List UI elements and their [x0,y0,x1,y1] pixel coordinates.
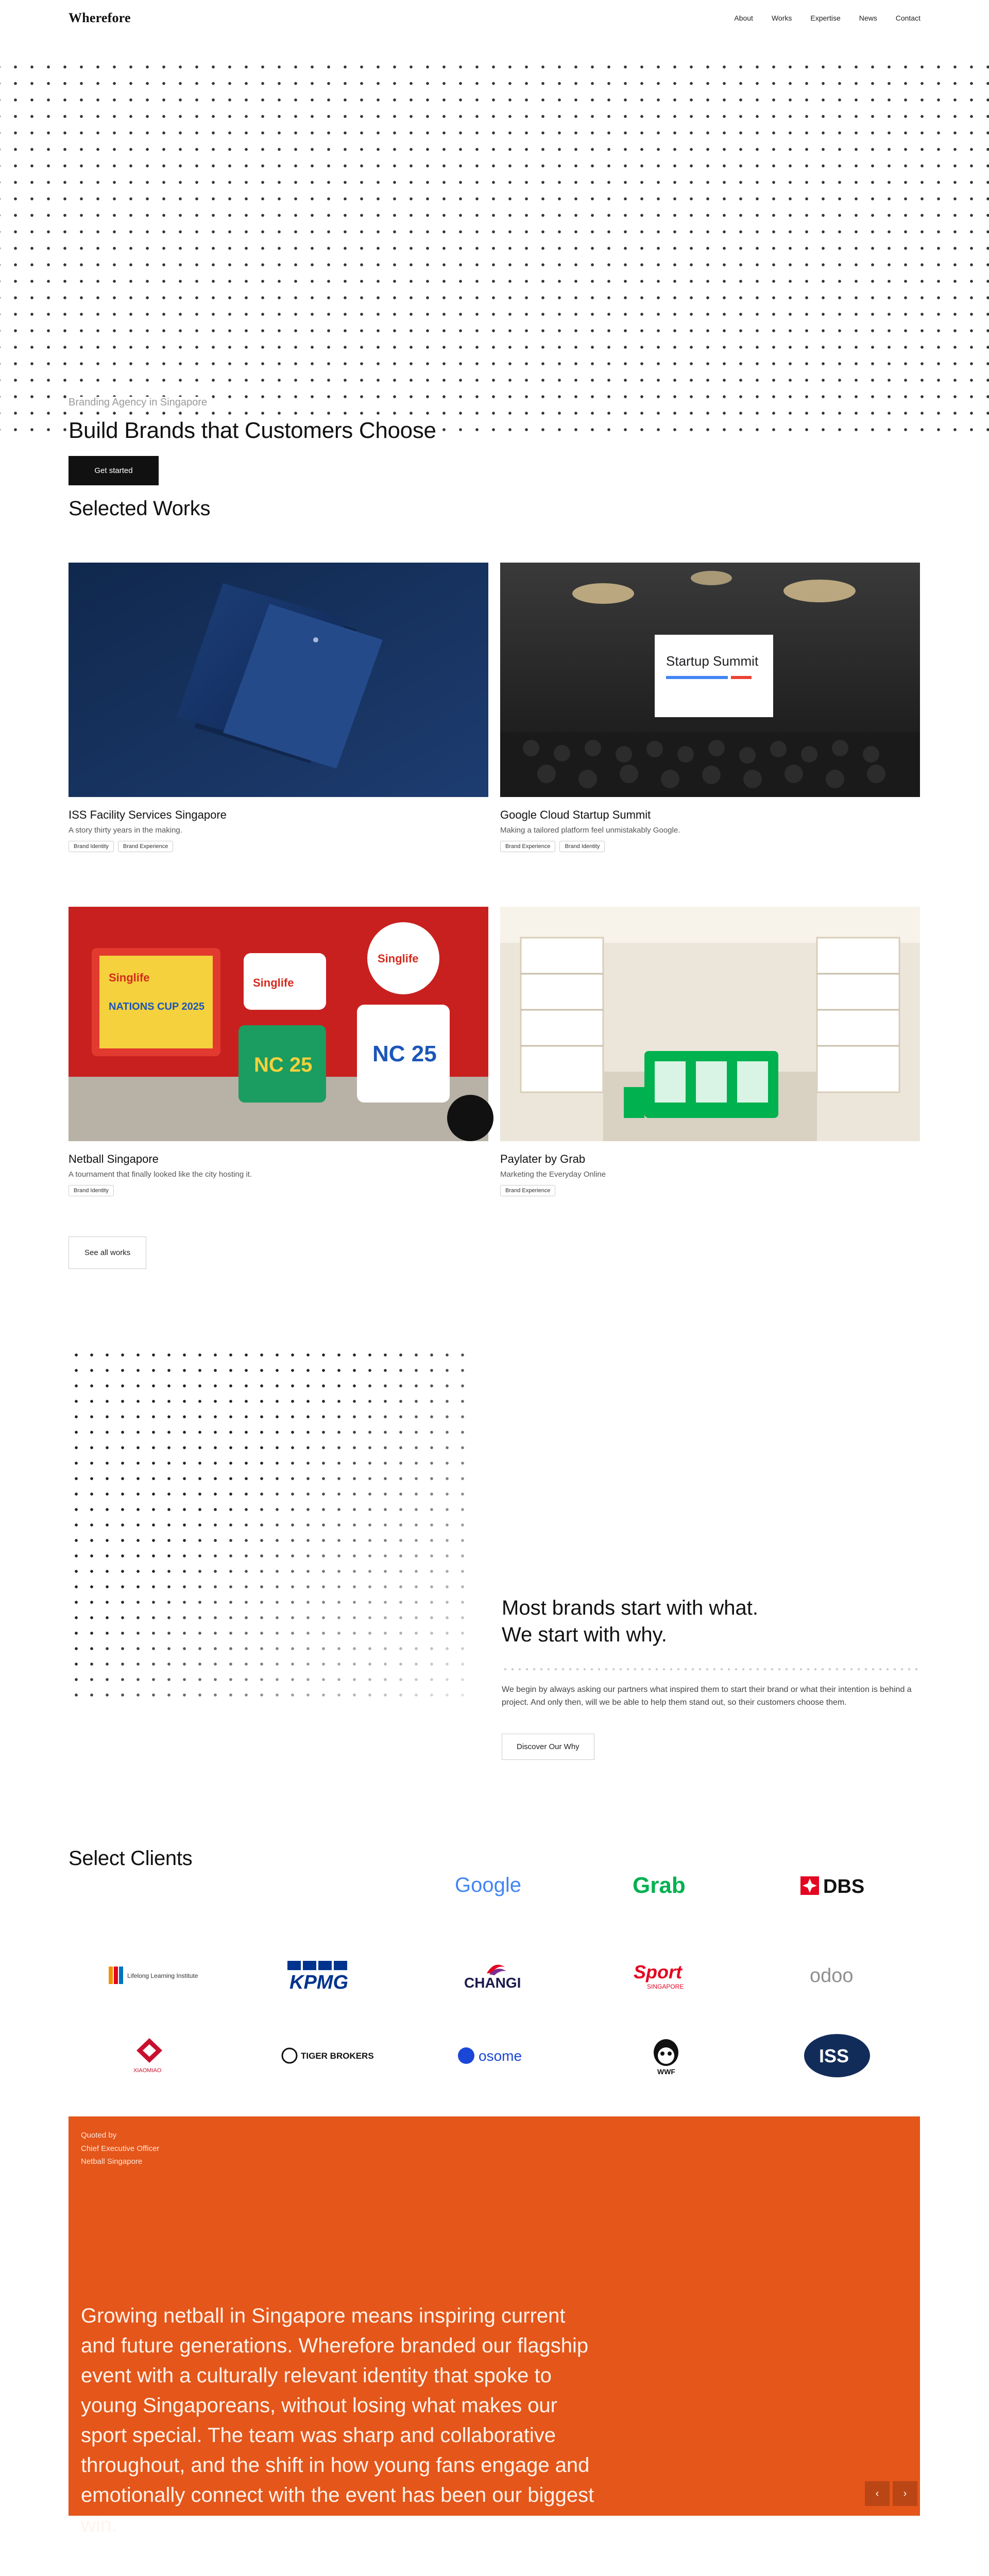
hero-text [69,397,442,485]
nc-badge-text: NC 25 [254,1054,313,1076]
work-desc: A tournament that finally looked like the city hosting it. [69,1170,252,1179]
work-image-google[interactable] [500,563,920,797]
work-desc: Marketing the Everyday Online [500,1170,606,1179]
iss-logo-text: ISS [819,2045,849,2066]
work-image-netball[interactable] [69,907,488,1141]
nav-link-works[interactable]: Works [771,14,792,22]
client-logo-changi [451,1953,538,1999]
work-card-netball[interactable] [69,907,488,1196]
work-tag: Brand Identity [69,841,114,852]
client-logo-xiaomiao [106,2032,193,2079]
singlife-badge-text: Singlife [109,971,150,984]
testimonial-quoted-by: Quoted by [81,2131,117,2140]
client-logo-odoo [793,1953,881,1999]
logo[interactable]: Wherefore [69,10,131,25]
top-nav [0,0,989,36]
work-desc: Making a tailored platform feel unmistakably Google. [500,826,680,835]
work-tag: Brand Identity [69,1185,114,1196]
testimonial-role: Chief Executive Officer [81,2144,160,2153]
chevron-right-icon: › [903,2487,907,2499]
work-card-iss[interactable] [69,563,488,852]
testimonial-org: Netball Singapore [81,2157,143,2166]
tiger-logo-text: TIGER BROKERS [301,2051,374,2061]
why-body: We begin by always asking our partners what inspired them to start their brand or what their intention is behind a project. And only then, will we be able to help them stand out, so their customers choose them. [502,1685,912,1707]
testimonial-quote: Growing netball in Singapore means inspiring current and future generations. Wherefore branded our flagship event with a culturally relevant identity that spoke to young Singaporeans, without losing what makes our sport special. The team was sharp and collaborative throughout, and the shift in how young fans engage and emotionally connect with the event has been our biggest win. [81,2304,594,2536]
wwf-logo-text: WWF [657,2067,675,2076]
see-all-works-button[interactable]: See all works [69,1236,146,1269]
client-logo-lifelong [106,1953,198,1999]
work-tag: Brand Experience [500,841,555,852]
work-card-grab[interactable] [500,907,920,1196]
dbs-logo-text: DBS [823,1876,865,1897]
client-logo-dbs [793,1862,881,1909]
chevron-left-icon: ‹ [875,2487,879,2499]
testimonial-next-button[interactable] [893,2481,917,2506]
hero-get-started-button[interactable]: Get started [69,456,159,485]
work-tag: Brand Experience [500,1185,555,1196]
nav-link-news[interactable]: News [859,14,877,22]
select-clients-heading: Select Clients [69,1847,193,1870]
xiaomiao-logo-text: XIAOMIAO [133,2067,162,2074]
changi-logo-text: CHANGI [464,1975,521,1991]
nav-link-about[interactable]: About [734,14,753,22]
why-title [502,1595,758,1648]
client-logo-google [451,1862,538,1909]
work-image-grab[interactable] [500,907,920,1141]
client-logo-tiger [278,2032,374,2079]
hero-subtitle: Branding Agency in Singapore [69,397,212,409]
client-logo-wwf [622,2032,710,2079]
odoo-logo-text: odoo [810,1965,854,1987]
sport-logo-subtext: SINGAPORE [647,1983,684,1990]
selected-works-heading: Selected Works [69,497,211,520]
work-desc: A story thirty years in the making. [69,826,182,835]
testimonial-card [69,2116,920,2536]
work-tags [69,841,488,852]
work-image-iss[interactable] [69,563,488,797]
singlife-round-text: Singlife [378,952,419,965]
osome-logo-text: osome [479,2048,522,2064]
sport-logo-text: Sport [634,1961,682,1982]
testimonial-meta [81,2129,159,2168]
client-logo-sport [622,1953,710,1999]
lifelong-logo-text: Lifelong Learning Institute [127,1972,198,1979]
work-title[interactable]: ISS Facility Services Singapore [69,808,227,821]
nav-links [734,14,920,22]
discover-why-button[interactable]: Discover Our Why [502,1734,594,1760]
grab-logo-text: Grab [633,1873,686,1898]
work-title[interactable]: Paylater by Grab [500,1153,586,1165]
nations-cup-text: NATIONS CUP 2025 [109,1001,204,1012]
testimonial-prev-button[interactable] [865,2481,890,2506]
work-title[interactable]: Netball Singapore [69,1153,159,1165]
singlife-sticker-text: Singlife [253,976,294,989]
nc-badge-text-2: NC 25 [372,1041,437,1066]
client-logo-kpmg [278,1953,366,1999]
why-dot-grid [69,1347,475,1703]
client-logo-iss [793,2032,881,2079]
client-logo-grab [622,1862,710,1909]
work-tags [69,1185,488,1196]
hero-title: Build Brands that Customers Choose [69,416,442,447]
kpmg-logo-text: KPMG [289,1972,348,1993]
work-card-google[interactable] [500,563,920,852]
work-tags [500,1185,920,1196]
why-title-line-2: We start with why. [502,1623,667,1646]
work-tags [500,841,920,852]
work-title[interactable]: Google Cloud Startup Summit [500,808,651,821]
why-title-line-1: Most brands start with what. [502,1597,758,1619]
work-tag: Brand Experience [118,841,173,852]
why-divider [502,1667,920,1672]
client-logo-osome [451,2032,538,2079]
summit-sign-text: Startup Summit [666,653,759,669]
work-tag: Brand Identity [559,841,605,852]
nav-link-expertise[interactable]: Expertise [810,14,841,22]
nav-link-contact[interactable]: Contact [895,14,920,22]
google-logo-text: Google [455,1874,521,1896]
hero-dot-grid [0,57,989,475]
